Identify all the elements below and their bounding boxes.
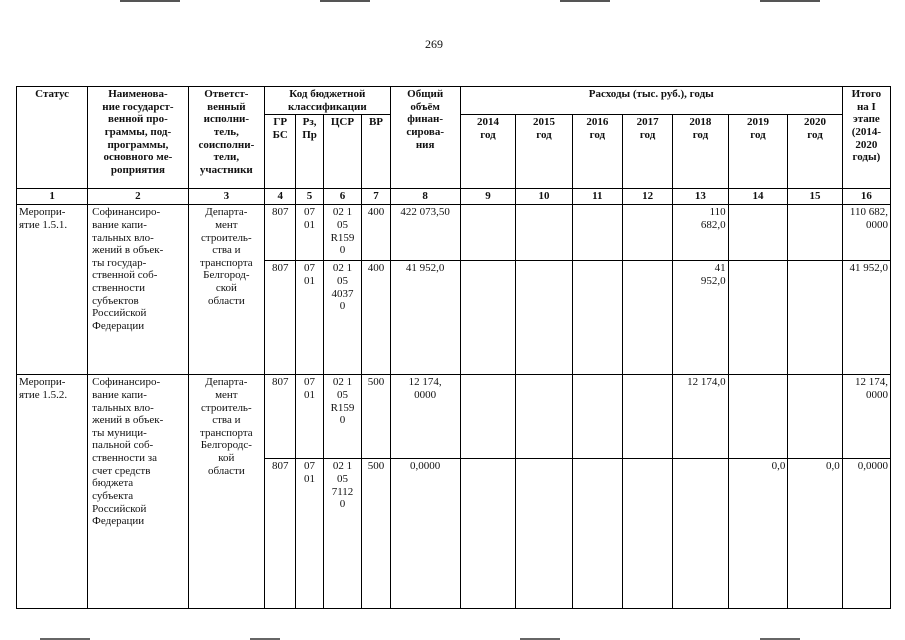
program-name-cell: Софинансиро- вание капи- тальных вло- жений в объек- ты государ- ственной соб- ственности субъектов Российской Федерации	[88, 205, 188, 375]
grbs-cell: 807	[265, 205, 296, 261]
col-grbs-header: ГР БС	[265, 115, 296, 189]
csr-cell: 02 1 05 7112 0	[323, 459, 362, 609]
csr-cell: 02 1 05 R159 0	[323, 205, 362, 261]
year-value-cell	[728, 261, 788, 375]
stage-total-cell: 0,0000	[842, 459, 890, 609]
scan-edge-mark	[120, 0, 180, 2]
column-number-cell: 9	[460, 189, 515, 205]
year-value-cell	[516, 375, 573, 459]
year-header: 2016 год	[572, 115, 622, 189]
status-cell: Меропри- ятие 1.5.1.	[17, 205, 88, 375]
column-number-cell: 8	[390, 189, 460, 205]
executor-cell: Департа- мент строитель- ства и транспорта Белгород- ской области	[188, 205, 264, 375]
year-value-cell	[788, 261, 842, 375]
status-cell: Меропри- ятие 1.5.2.	[17, 375, 88, 609]
year-value-cell	[788, 205, 842, 261]
year-value-cell	[460, 459, 515, 609]
column-number-cell: 10	[516, 189, 573, 205]
stage-total-cell: 12 174, 0000	[842, 375, 890, 459]
stage-total-cell: 41 952,0	[842, 261, 890, 375]
year-value-cell	[516, 459, 573, 609]
column-number-cell: 7	[362, 189, 390, 205]
year-header: 2015 год	[516, 115, 573, 189]
total-cell: 0,0000	[390, 459, 460, 609]
column-number-cell: 14	[728, 189, 788, 205]
year-header: 2017 год	[622, 115, 672, 189]
column-number-cell: 5	[296, 189, 323, 205]
year-value-cell	[572, 459, 622, 609]
year-value-cell	[622, 205, 672, 261]
column-number-cell: 16	[842, 189, 890, 205]
rzpr-cell: 07 01	[296, 459, 323, 609]
csr-cell: 02 1 05 4037 0	[323, 261, 362, 375]
column-number-cell: 12	[622, 189, 672, 205]
grbs-cell: 807	[265, 459, 296, 609]
col-rzpr-header: Рз, Пр	[296, 115, 323, 189]
column-number-cell: 4	[265, 189, 296, 205]
expenses-header: Расходы (тыс. руб.), годы	[460, 87, 842, 115]
year-value-cell	[728, 205, 788, 261]
scan-edge-mark	[560, 0, 610, 2]
grbs-cell: 807	[265, 375, 296, 459]
rzpr-cell: 07 01	[296, 375, 323, 459]
program-name-cell: Софинансиро- вание капи- тальных вло- жений в объек- ты муници- пальной соб- ственности за счет средств бюджета субъекта Российской Федерации	[88, 375, 188, 609]
total-cell: 12 174, 0000	[390, 375, 460, 459]
col-name-header: Наименова- ние государст- венной про- граммы, под- программы, основного ме- роприятия	[88, 87, 188, 189]
table-body	[17, 205, 891, 609]
year-value-cell	[728, 375, 788, 459]
col-executor-header: Ответст- венный исполни- тель, соисполни- тели, участники	[188, 87, 264, 189]
stage-total-cell: 110 682, 0000	[842, 205, 890, 261]
year-value-cell	[572, 205, 622, 261]
col-stage-total-header: Итого на I этапе (2014- 2020 годы)	[842, 87, 890, 189]
year-value-cell	[460, 375, 515, 459]
column-number-cell: 11	[572, 189, 622, 205]
year-value-cell	[622, 261, 672, 375]
year-value-cell: 12 174,0	[673, 375, 728, 459]
col-status-header: Статус	[17, 87, 88, 189]
col-total-header: Общий объём финан- сирова- ния	[390, 87, 460, 189]
table-row	[17, 375, 891, 459]
budget-table	[16, 86, 891, 609]
rzpr-cell: 07 01	[296, 205, 323, 261]
year-value-cell: 110 682,0	[673, 205, 728, 261]
year-header: 2020 год	[788, 115, 842, 189]
rzpr-cell: 07 01	[296, 261, 323, 375]
column-number-cell: 13	[673, 189, 728, 205]
vr-cell: 400	[362, 205, 390, 261]
year-value-cell	[516, 205, 573, 261]
year-value-cell	[572, 375, 622, 459]
year-value-cell	[572, 261, 622, 375]
column-number-cell: 2	[88, 189, 188, 205]
column-number-cell: 6	[323, 189, 362, 205]
vr-cell: 400	[362, 261, 390, 375]
year-value-cell	[673, 459, 728, 609]
total-cell: 41 952,0	[390, 261, 460, 375]
column-number-row	[17, 189, 891, 205]
col-vr-header: ВР	[362, 115, 390, 189]
year-value-cell: 0,0	[728, 459, 788, 609]
vr-cell: 500	[362, 459, 390, 609]
year-header: 2019 год	[728, 115, 788, 189]
year-value-cell	[788, 375, 842, 459]
vr-cell: 500	[362, 375, 390, 459]
column-number-cell: 1	[17, 189, 88, 205]
year-value-cell	[516, 261, 573, 375]
year-value-cell	[460, 261, 515, 375]
col-csr-header: ЦСР	[323, 115, 362, 189]
executor-cell: Департа- мент строитель- ства и транспорта Белгородс- кой области	[188, 375, 264, 609]
column-number-cell: 3	[188, 189, 264, 205]
column-number-cell: 15	[788, 189, 842, 205]
total-cell: 422 073,50	[390, 205, 460, 261]
budget-code-header: Код бюджетной классификации	[265, 87, 391, 115]
year-header: 2014 год	[460, 115, 515, 189]
grbs-cell: 807	[265, 261, 296, 375]
year-value-cell	[460, 205, 515, 261]
year-value-cell: 41 952,0	[673, 261, 728, 375]
year-value-cell: 0,0	[788, 459, 842, 609]
year-value-cell	[622, 459, 672, 609]
year-value-cell	[622, 375, 672, 459]
year-header: 2018 год	[673, 115, 728, 189]
scan-edge-mark	[760, 0, 820, 2]
table-row	[17, 205, 891, 261]
page-number: 269	[425, 37, 443, 51]
scan-edge-mark	[320, 0, 370, 2]
csr-cell: 02 1 05 R159 0	[323, 375, 362, 459]
